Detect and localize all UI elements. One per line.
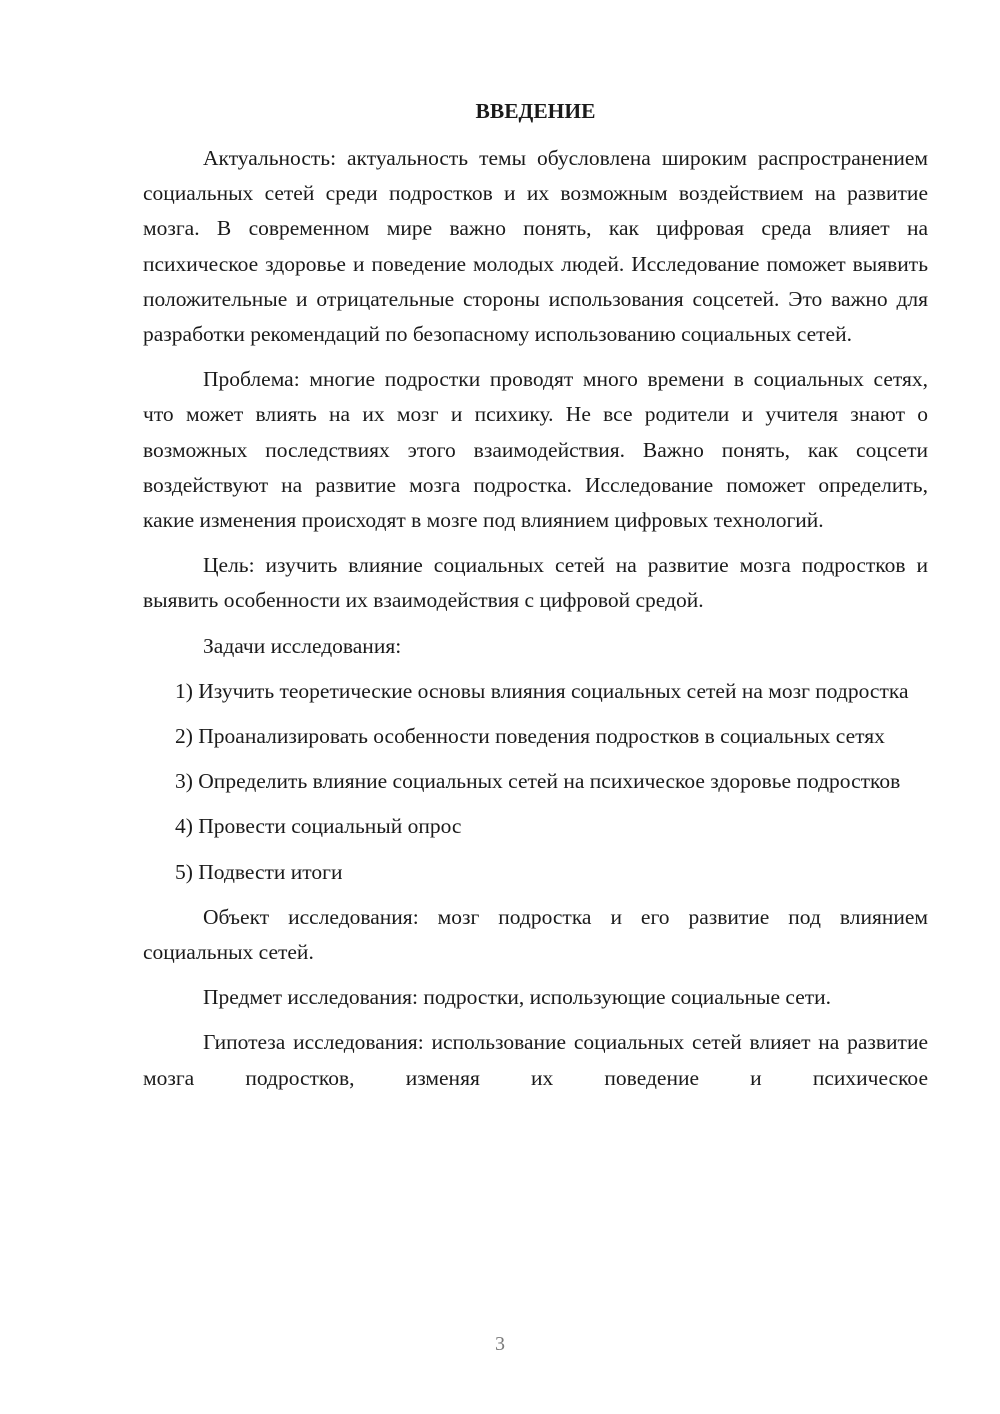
paragraph-goal: Цель: изучить влияние социальных сетей на развитие мозга подростков и выявить особенности их взаимодействия с цифровой средой.	[143, 553, 928, 613]
task-item-4: 4) Провести социальный опрос	[175, 814, 462, 839]
tasks-title: Задачи исследования:	[203, 633, 402, 658]
task-item-5: 5) Подвести итоги	[175, 859, 343, 884]
paragraph-object: Объект исследования: мозг подростка и его развитие под влиянием социальных сетей.	[143, 904, 928, 965]
task-item-1: 1) Изучить теоретические основы влияния социальных сетей на мозг подростка	[175, 678, 909, 703]
paragraph-hypothesis: Гипотеза исследования: использование социальных сетей влияет на развитие мозга подростков, изменяя их поведение и психическое	[143, 1030, 928, 1090]
page-number: 3	[495, 1333, 505, 1355]
document-page	[143, 94, 928, 1106]
task-item-3: 3) Определить влияние социальных сетей на психическое здоровье подростков	[175, 769, 901, 794]
paragraph-relevance: Актуальность: актуальность темы обусловлена широким распространением социальных сетей среди подростков и их возможным воздействием на развитие мозга. В современном мире важно понять, как цифровая среда влияет на психическое здоровье и поведение молодых людей. Исследование поможет выявить положительные и отрицательные стороны использования соцсетей. Это важно для разработки рекомендаций по безопасному использованию социальных сетей.	[143, 146, 928, 347]
paragraph-problem: Проблема: многие подростки проводят много времени в социальных сетях, что может влиять на их мозг и психику. Не все родители и учителя знают о возможных последствиях этого взаимодействия. Важно понять, как соцсети воздействуют на развитие мозга подростка. Исследование поможет определить, какие изменения происходят в мозге под влиянием цифровых технологий.	[143, 367, 928, 533]
task-item-2: 2) Проанализировать особенности поведения подростков в социальных сетях	[175, 724, 885, 749]
paragraph-subject: Предмет исследования: подростки, использующие социальные сети.	[203, 985, 832, 1010]
section-heading: ВВЕДЕНИЕ	[475, 99, 596, 123]
